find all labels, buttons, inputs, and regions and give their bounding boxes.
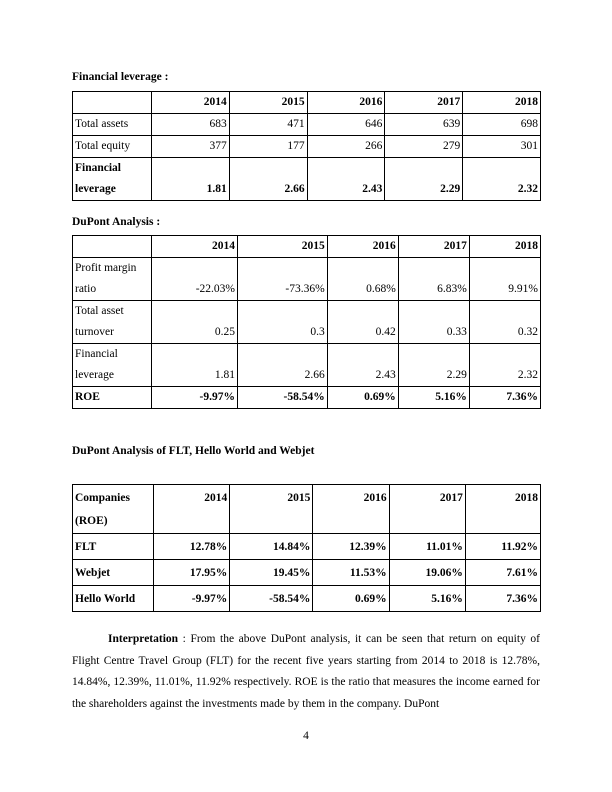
year-cell: 2017: [398, 236, 469, 258]
table-row: [73, 387, 541, 409]
value-cell: 1.81: [152, 344, 238, 387]
value-cell: -58.54%: [237, 387, 327, 409]
value-cell: 471: [229, 114, 307, 136]
row-label-line: ratio: [75, 283, 97, 295]
header-cell: [73, 92, 152, 114]
table-row: [73, 301, 541, 344]
table-row: [73, 136, 541, 158]
table-header-row: [73, 92, 541, 114]
value-cell: 2.66: [229, 158, 307, 201]
value-cell: 683: [152, 114, 230, 136]
value-cell: 7.61%: [465, 560, 540, 586]
value-cell: 7.36%: [469, 387, 540, 409]
value-cell: -73.36%: [237, 258, 327, 301]
value-cell: 2.66: [237, 344, 327, 387]
row-label-line: turnover: [75, 326, 114, 338]
value-cell: 11.92%: [465, 534, 540, 560]
row-label: Total assets: [73, 114, 152, 136]
row-label-line: Total asset: [75, 305, 124, 317]
year-cell: 2018: [469, 236, 540, 258]
financial-leverage-heading: Financial leverage :: [72, 71, 169, 83]
value-cell: -9.97%: [154, 586, 230, 612]
dupont-heading: DuPont Analysis :: [72, 216, 161, 228]
value-cell: 0.68%: [327, 258, 398, 301]
year-cell: 2016: [327, 236, 398, 258]
table-row: [73, 344, 541, 387]
value-cell: 2.29: [398, 344, 469, 387]
row-label: Total equity: [73, 136, 152, 158]
value-cell: 0.32: [469, 301, 540, 344]
header-cell: [73, 236, 152, 258]
table-row: [73, 534, 541, 560]
value-cell: 19.45%: [230, 560, 313, 586]
row-label-line: Financial: [75, 162, 122, 174]
table-row: [73, 158, 541, 201]
value-cell: 11.01%: [389, 534, 465, 560]
interpretation-text: : From the above DuPont analysis, it can be seen that return on equity of Flight Centre Travel Group (FLT) for the recent five years starting from 2014 to 2018 is 12.78%, 14.84%, 12.39%, 11.01%, 11.92% respectively. ROE is the ratio that measures the income earned for the shareholders against the investments made by them in the company. DuPont: [72, 633, 540, 710]
value-cell: 12.78%: [154, 534, 230, 560]
value-cell: 17.95%: [154, 560, 230, 586]
table-row: [73, 258, 541, 301]
value-cell: 646: [307, 114, 385, 136]
interpretation-lead: Interpretation: [108, 633, 179, 645]
year-cell: 2014: [152, 92, 230, 114]
financial-leverage-table: [72, 91, 541, 201]
value-cell: -58.54%: [230, 586, 313, 612]
table-row: [73, 114, 541, 136]
year-cell: 2014: [154, 485, 230, 534]
value-cell: 698: [463, 114, 541, 136]
header-cell: [73, 485, 154, 534]
table-row: [73, 560, 541, 586]
year-cell: 2018: [465, 485, 540, 534]
row-label: Hello World: [73, 586, 154, 612]
year-cell: 2018: [463, 92, 541, 114]
row-label-line: leverage: [75, 369, 114, 381]
year-cell: 2017: [389, 485, 465, 534]
year-cell: 2015: [229, 92, 307, 114]
row-label-line: Profit margin: [75, 262, 137, 274]
value-cell: 6.83%: [398, 258, 469, 301]
table-header-row: [73, 485, 541, 534]
value-cell: 5.16%: [389, 586, 465, 612]
value-cell: 0.42: [327, 301, 398, 344]
header-label-line: Companies: [75, 492, 130, 504]
year-cell: 2016: [307, 92, 385, 114]
year-cell: 2015: [237, 236, 327, 258]
row-label-line: leverage: [75, 183, 116, 195]
row-label: [73, 258, 152, 301]
value-cell: 5.16%: [398, 387, 469, 409]
value-cell: 2.32: [469, 344, 540, 387]
dupont-table: [72, 235, 541, 409]
value-cell: 2.29: [385, 158, 463, 201]
comparison-heading: DuPont Analysis of FLT, Hello World and Webjet: [72, 445, 315, 457]
value-cell: 0.3: [237, 301, 327, 344]
interpretation-paragraph: [72, 629, 540, 715]
value-cell: -22.03%: [152, 258, 238, 301]
year-cell: 2015: [230, 485, 313, 534]
value-cell: 177: [229, 136, 307, 158]
value-cell: 0.25: [152, 301, 238, 344]
value-cell: 12.39%: [313, 534, 389, 560]
value-cell: 279: [385, 136, 463, 158]
row-label-line: Financial: [75, 348, 118, 360]
value-cell: 19.06%: [389, 560, 465, 586]
value-cell: 7.36%: [465, 586, 540, 612]
value-cell: 9.91%: [469, 258, 540, 301]
row-label: ROE: [73, 387, 152, 409]
table-header-row: [73, 236, 541, 258]
row-label: [73, 158, 152, 201]
value-cell: 2.43: [327, 344, 398, 387]
year-cell: 2017: [385, 92, 463, 114]
value-cell: 266: [307, 136, 385, 158]
comparison-table: [72, 484, 541, 612]
header-label-line: (ROE): [75, 515, 108, 527]
value-cell: 639: [385, 114, 463, 136]
table-row: [73, 586, 541, 612]
value-cell: -9.97%: [152, 387, 238, 409]
value-cell: 301: [463, 136, 541, 158]
value-cell: 14.84%: [230, 534, 313, 560]
value-cell: 0.69%: [327, 387, 398, 409]
year-cell: 2016: [313, 485, 389, 534]
value-cell: 2.43: [307, 158, 385, 201]
value-cell: 0.33: [398, 301, 469, 344]
value-cell: 11.53%: [313, 560, 389, 586]
value-cell: 0.69%: [313, 586, 389, 612]
row-label: FLT: [73, 534, 154, 560]
year-cell: 2014: [152, 236, 238, 258]
page-number: 4: [303, 730, 309, 742]
row-label: Webjet: [73, 560, 154, 586]
row-label: [73, 301, 152, 344]
value-cell: 2.32: [463, 158, 541, 201]
value-cell: 377: [152, 136, 230, 158]
row-label: [73, 344, 152, 387]
value-cell: 1.81: [152, 158, 230, 201]
